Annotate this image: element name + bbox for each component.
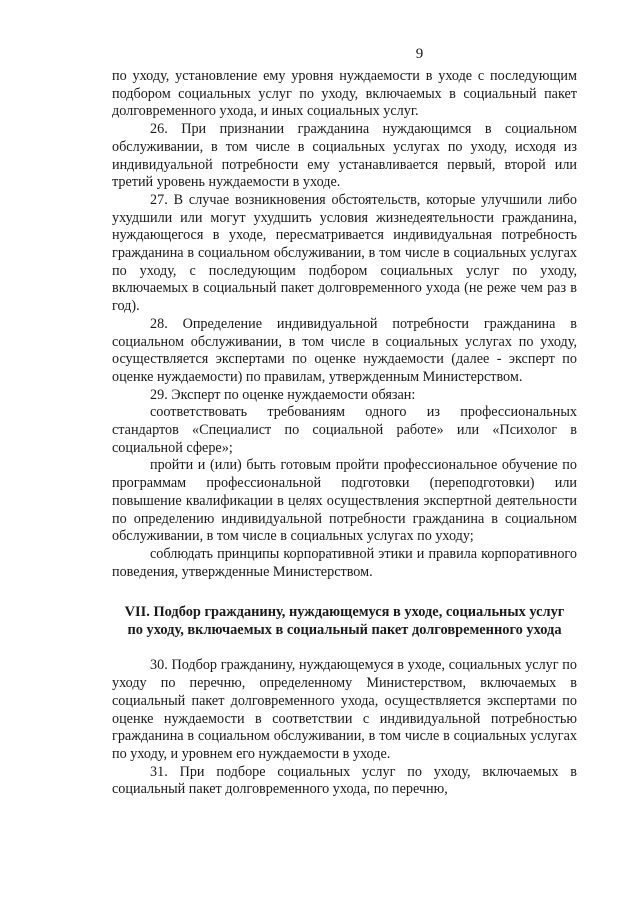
document-body (112, 68, 577, 799)
paragraph-28: 28. Определение индивидуальной потребности гражданина в социальном обслуживании, в том числе в социальных услугах по уходу, осуществляется экспертами по оценке нуждаемости (далее - эксперт по оценке нуждаемости) по правилам, утвержденным Министерством. (112, 315, 577, 385)
paragraph-29-item-1: соответствовать требованиям одного из профессиональных стандартов «Специалист по социальной работе» или «Психолог в социальной сфере»; (112, 404, 577, 456)
section-heading-line-2: по уходу, включаемых в социальный пакет долговременного ухода (127, 622, 562, 639)
paragraph-26: 26. При признании гражданина нуждающимся в социальном обслуживании, в том числе в социальных услугах по уходу, исходя из индивидуальной потребности ему устанавливается первый, второй или третий уровень нуждаемости в уходе. (112, 121, 577, 191)
section-heading-line-1: VII. Подбор гражданину, нуждающемуся в уходе, социальных услуг (124, 604, 565, 621)
paragraph-29: 29. Эксперт по оценке нуждаемости обязан: (150, 386, 416, 403)
section-heading (112, 603, 577, 639)
paragraph-29-item-3: соблюдать принципы корпоративной этики и правила корпоративного поведения, утвержденные Министерством. (112, 545, 577, 580)
paragraph-27: 27. В случае возникновения обстоятельств, которые улучшили либо ухудшили или могут ухудшить условия жизнедеятельности гражданина, нуждающегося в уходе, пересматривается индивидуальная потребность гражданина в социальном обслуживании, в том числе в социальных услугах по уходу, с последующим подбором социальных услуг по уходу, включаемых в социальный пакет долговременного ухода (не реже чем раз в год). (112, 191, 577, 315)
page-number: 9 (415, 46, 424, 62)
paragraph-31: 31. При подборе социальных услуг по уходу, включаемых в социальный пакет долговременного ухода, по перечню, (112, 763, 577, 798)
paragraph-continuation: по уходу, установление ему уровня нуждаемости в уходе с последующим подбором социальных услуг по уходу, включаемых в социальный пакет долговременного ухода, и иных социальных услуг. (112, 68, 577, 120)
paragraph-29-item-2: пройти и (или) быть готовым пройти профессиональное обучение по программам профессиональной подготовки (переподготовки) или повышение квалификации в целях осуществления экспертной деятельности по определению индивидуальной потребности гражданина в социальном обслуживании, в том числе в социальных услугах по уходу; (112, 457, 577, 545)
paragraph-30: 30. Подбор гражданину, нуждающемуся в уходе, социальных услуг по уходу по перечню, определенному Министерством, включаемых в социальный пакет долговременного ухода, осуществляется экспертами по оценке нуждаемости в соответствии с индивидуальной потребностью гражданина в социальном обслуживании, в том числе в социальных услугах по уходу, и уровнем его нуждаемости в уходе. (112, 657, 577, 762)
